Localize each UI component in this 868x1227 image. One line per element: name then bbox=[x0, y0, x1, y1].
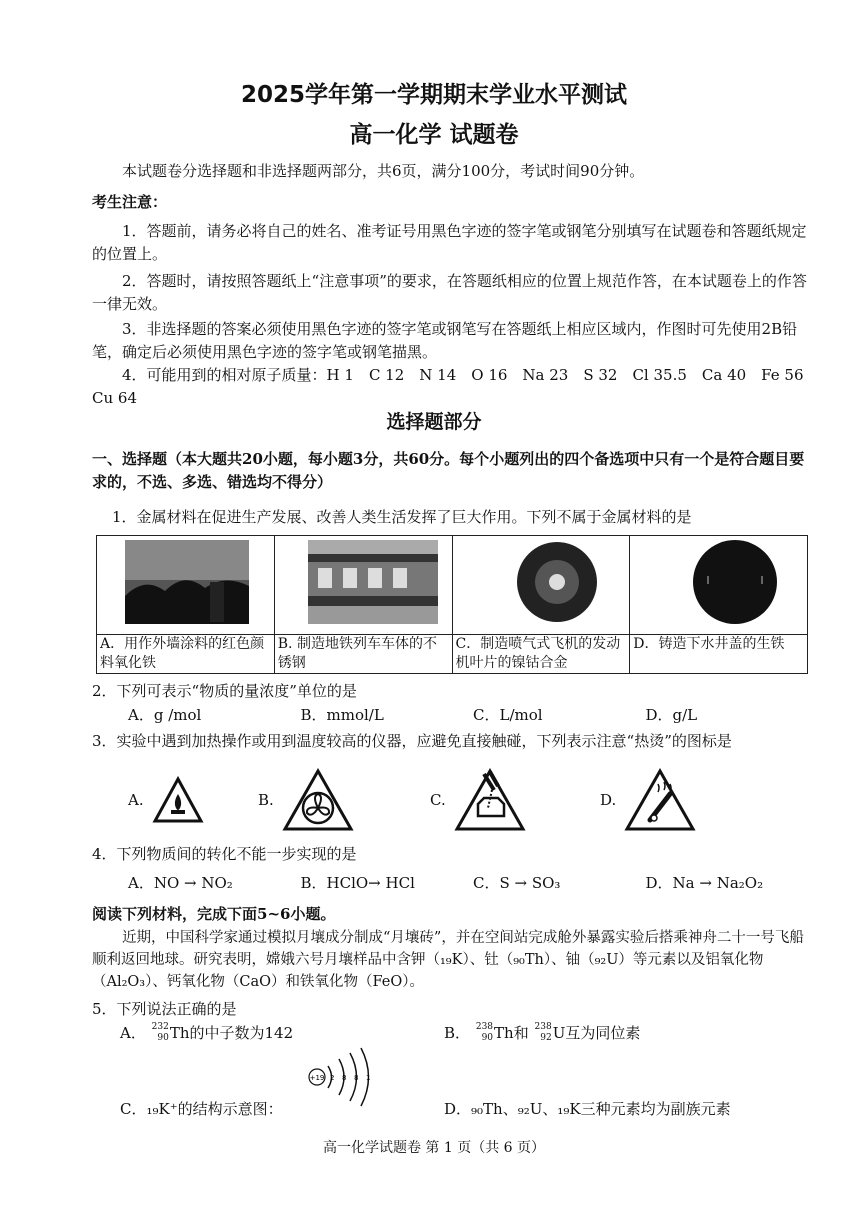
note-3: 3．非选择题的答案必须使用黑色字迹的签字笔或钢笔写在答题纸上相应区域内，作图时可先使用2B铅笔，确定后必须使用黑色字迹的签字笔或钢笔描黑。 bbox=[92, 320, 798, 361]
q4-option-b[interactable]: B．HClO→ HCl bbox=[300, 874, 415, 892]
q5-stem: 5．下列说法正确的是 bbox=[92, 1000, 237, 1018]
q3-option-c[interactable]: C. bbox=[430, 768, 526, 832]
q4-option-a[interactable]: A．NO → NO₂ bbox=[128, 874, 233, 892]
note-4: 4．可能用到的相对原子质量：H 1 C 12 N 14 O 16 Na 23 S 32 Cl 35.5 Ca 40 Fe 56 Cu 64 bbox=[92, 366, 819, 407]
q5-option-a[interactable]: A． 232 90 Th 的中子数为142 bbox=[120, 1022, 294, 1044]
shell-2-count: 8 bbox=[342, 1074, 347, 1082]
manhole-cover-photo-icon bbox=[659, 536, 779, 628]
shell-3-count: 8 bbox=[354, 1074, 359, 1082]
shell-4-count: 1 bbox=[366, 1074, 371, 1082]
q1-options-table bbox=[96, 535, 808, 674]
nucleus-charge: +19 bbox=[309, 1074, 325, 1082]
q2-option-c[interactable]: C．L/mol bbox=[473, 706, 543, 724]
atom-structure-diagram bbox=[308, 1046, 374, 1108]
q2-option-d[interactable]: D．g/L bbox=[645, 706, 698, 724]
q4-stem: 4．下列物质间的转化不能一步实现的是 bbox=[92, 845, 357, 863]
intro-text: 本试题卷分选择题和非选择题两部分，共6页，满分100分，考试时间90分钟。 bbox=[122, 162, 645, 180]
hot-tube-warning-icon bbox=[624, 768, 696, 832]
q5-a-isotope-numbers: 232 90 bbox=[151, 1022, 169, 1044]
q5-option-c[interactable]: C． ₁₉K⁺的结构示意图： bbox=[120, 1100, 283, 1118]
q1-image-d bbox=[630, 536, 808, 635]
notice-heading: 考生注意： bbox=[92, 193, 168, 211]
exam-subtitle: 高一化学 试题卷 bbox=[349, 122, 519, 148]
q1-image-b bbox=[274, 536, 452, 635]
q1-option-b[interactable]: B. 制造地铁列车车体的不锈钢 bbox=[274, 634, 452, 673]
q3-option-d[interactable]: D. bbox=[600, 768, 696, 832]
flame-warning-icon bbox=[152, 776, 204, 824]
subway-photo-icon bbox=[283, 536, 443, 628]
section-title: 选择题部分 bbox=[386, 411, 482, 433]
q1-option-d[interactable]: D．铸造下水井盖的生铁 bbox=[630, 634, 808, 673]
q5-b-isotope-numbers-2: 238 92 bbox=[534, 1022, 552, 1044]
reading-text: 近期，中国科学家通过模拟月壤成分制成“月壤砖”，并在空间站完成舱外暴露实验后搭乘神舟二十一号飞船顺利返回地球。研究表明，嫦娥六号月壤样品中含钾（₁₉K）、钍（₉₀Th）、铀（₉₂U）等元素以及铝氧化物（Al₂O₃）、钙氧化物（CaO）和铁氧化物（FeO）。 bbox=[92, 930, 804, 990]
q2-option-a[interactable]: A．g /mol bbox=[128, 706, 202, 724]
q5-option-d[interactable]: D．₉₀Th、₉₂U、₁₉K三种元素均为副族元素 bbox=[444, 1100, 731, 1118]
building-photo-icon bbox=[115, 536, 255, 628]
q2-option-b[interactable]: B．mmol/L bbox=[300, 706, 384, 724]
part1-heading: 一、选择题（本大题共20小题，每小题3分，共60分。每个小题列出的四个备选项中只有一个是符合题目要求的，不选、多选、错选均不得分） bbox=[92, 450, 805, 491]
q5-b-isotope-numbers-1: 238 90 bbox=[475, 1022, 494, 1044]
q4-options bbox=[128, 872, 818, 895]
q1-option-c[interactable]: C．制造喷气式飞机的发动机叶片的镍钴合金 bbox=[452, 634, 630, 673]
q3-option-a[interactable]: A. bbox=[128, 776, 204, 824]
q4-option-d[interactable]: D．Na → Na₂O₂ bbox=[645, 874, 764, 892]
hand-contact-warning-icon bbox=[454, 768, 526, 832]
q1-image-a bbox=[97, 536, 275, 635]
note-1: 1．答题前，请务必将自己的姓名、准考证号用黑色字迹的签字笔或钢笔分别填写在试题卷和答题纸规定的位置上。 bbox=[92, 222, 807, 263]
q1-option-a[interactable]: A．用作外墙涂料的红色颜料氧化铁 bbox=[97, 634, 275, 673]
q4-option-c[interactable]: C．S → SO₃ bbox=[473, 874, 561, 892]
page-footer: 高一化学试题卷 第 1 页（共 6 页） bbox=[322, 1140, 546, 1156]
q1-image-c bbox=[452, 536, 630, 635]
note-2: 2．答题时，请按照答题纸上“注意事项”的要求，在答题纸相应的位置上规范作答，在本试题卷上的作答一律无效。 bbox=[92, 272, 807, 313]
shell-1-count: 2 bbox=[330, 1074, 335, 1082]
q2-options bbox=[128, 704, 818, 727]
q5-option-b[interactable]: B． 238 90 Th 和 238 92 U 互为同位素 bbox=[444, 1022, 641, 1044]
q3-stem: 3．实验中遇到加热操作或用到温度较高的仪器，应避免直接触碰，下列表示注意“热烫”的图标是 bbox=[92, 732, 732, 750]
jet-engine-photo-icon bbox=[481, 536, 601, 628]
exam-title: 2025学年第一学期期末学业水平测试 bbox=[240, 82, 627, 108]
fan-warning-icon bbox=[282, 768, 354, 832]
q1-stem: 1．金属材料在促进生产发展、改善人类生活发挥了巨大作用。下列不属于金属材料的是 bbox=[112, 508, 692, 526]
q2-stem: 2．下列可表示“物质的量浓度”单位的是 bbox=[92, 682, 357, 700]
q3-option-b[interactable]: B. bbox=[258, 768, 354, 832]
reading-heading: 阅读下列材料，完成下面5~6小题。 bbox=[92, 905, 336, 923]
